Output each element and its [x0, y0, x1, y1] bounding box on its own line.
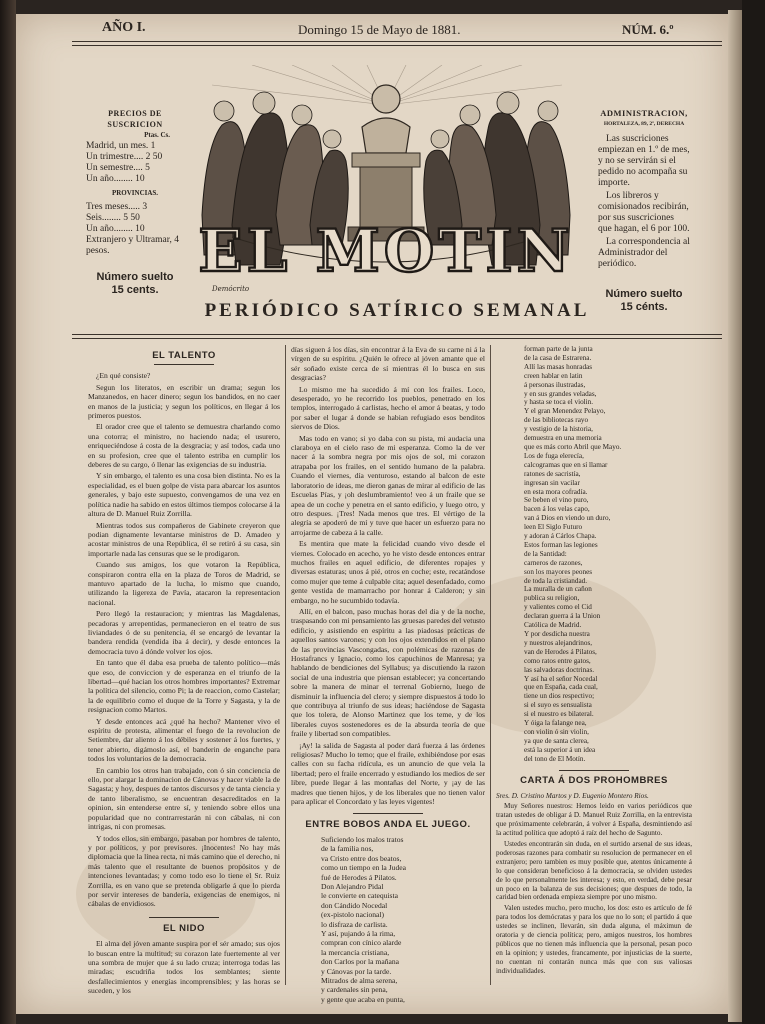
verse-line: de la casa de Estrarena.: [524, 353, 592, 362]
verse-line: como un tiempo en la Judea: [321, 863, 406, 873]
masthead-illustration: [192, 65, 580, 297]
price-row: Seis........ 5 50: [86, 213, 140, 223]
admin-note: La correspondencia al Administrador del periódico.: [598, 237, 690, 269]
verse-line: y adoran á Cárlos Chapa.: [524, 532, 597, 541]
book-spine: [0, 0, 16, 1024]
price-row: Tres meses..... 3: [86, 202, 148, 212]
poem: [291, 835, 485, 1004]
verse-line: Allí las masas honradas: [524, 362, 593, 371]
verse-line: de la Santidad:: [524, 549, 567, 558]
article-heading: EL NIDO: [163, 922, 205, 934]
article-paragraph: En cambio los otros han trabajado, con ó sin conciencia de ello, por alargar la dominacion de Cánovas y hacer viable la de Sagasta; y hoy, despues de tantos discursos y de tanta ciencia y de tanto liberalismo, se encuentran desacreditados en la opinion, sin entenderse entre sí, y teniendo sobre ellos una popularidad que no contrarrestarán ni con cábalas, ni con intrigas, ni con promesas.: [88, 765, 280, 832]
verse-line: Y así, pujando á la rima,: [321, 928, 396, 938]
verse-line: compran con cínico alarde: [321, 938, 402, 948]
article-paragraph: Valen ustedes mucho, pero mucho, los dos: esto es artículo de fé para todos los demócratas y para los que no lo son; el partido á que ustedes se inclinen, llevarán, sin duda alguna, el máximun de oratoria y de ciencia política; pero, amigos nuestros, los hombres públicos que no tienen más influencia que la personal, pesan poco en la opinion; y ustedes, francamente, por injusticias de la suerte, no cuentan ni contarán nunca más que con sus valiosas individualidades.: [496, 904, 692, 975]
verse-line: Estos forman las legiones: [524, 540, 598, 549]
verse-line: y cardenales sin pena,: [321, 985, 388, 995]
verse-line: y valientes como el Cid: [524, 603, 592, 612]
verse-line: y Cánovas por la tarde.: [321, 966, 392, 976]
verse-line: creen hablar en latin: [524, 371, 583, 380]
background-strip: [742, 0, 765, 1024]
verse-line: Suficiendo los malos tratos: [321, 834, 404, 844]
verse-line: don Cándido Nocedal: [321, 900, 388, 910]
page-edge: [728, 10, 742, 1022]
column-divider: [285, 345, 286, 985]
single-number-price: 15 cents.: [111, 284, 159, 296]
verse-line: y vestigio de la historia,: [524, 425, 593, 434]
verse-line: don Carlos por la mañana: [321, 957, 400, 967]
price-row: Un año........ 10: [86, 224, 145, 234]
article-paragraph: Ustedes encontrarán sin duda, en el surtido arsenal de sus ideas, poderosas razones para combatir su resolucion de permanecer en el extranjero; pero tambien es muy posible que, atentos únicamente á lo que consideran beneficioso á la democracia, se olviden ustedes de lo que personalmente les interesa; y esto, en verdad, debe pesar un poco en la balanza de sus decisiones; que despues de todo, la caridad bien ordenada empieza siempre por uno mismo.: [496, 840, 692, 902]
verse-line: que es más corto Abril que Mayo.: [524, 442, 622, 451]
article-paragraph: El orador cree que el talento se demuestra charlando como una cotorra; el ministro, no haciendo nada; el usurero, enriqueciéndose á costa de la desgracia; y así todos, cada uno en su profesion, cree que el talento estriba en cumplir los deberes de su cargo, ó llenar las exigencias de su industria.: [88, 422, 280, 470]
article-paragraph: Cuando sus amigos, los que votaron la República, conspiraron contra ella en la plaza de Toros de Madrid, se mantuvo apartado de la lucha, lo mismo que cuando, utilizando la ligereza de Pavía, atacaron la representacion nacional.: [88, 560, 280, 607]
verse-line: y nuestros alejandrinos,: [524, 638, 593, 647]
verse-line: las salvadoras doctrinas.: [524, 665, 595, 674]
verse-line: Y óiga la falange nea,: [524, 719, 587, 728]
article-paragraph: Mas todo en vano; si yo daba con su pista, mi audacia una claraboya en el cielo raso de mi esperanza. Como la de ver nacer á la sombra negra por mis ojos de sol, mi corazon atrapaba por los frailes, en el sentido humano de la palabra. Cuando el viernes, día venturoso, estando al balcon de este laboratorio de ideas, me dieron ganas de mirar al edificio de las Escuelas Pías, y ¡oh deslumbramiento! veo á un fraile que se apea de un coche y penetra en el santo edificio, y luego otro, y otro despues. ¡Tres! Nada menos que tres. El vértigo de la alegría se apoderó de mí y tuve que hacer un esfuerzo para no arrojarme de cabeza á la calle.: [291, 433, 485, 537]
section-rule: [149, 917, 219, 918]
price-madrid: Madrid, un mes. 1: [86, 141, 156, 151]
verse-line: ingresan sin vacilar: [524, 478, 580, 487]
verse-line: está la superior á un idea: [524, 745, 596, 754]
column-2: [291, 345, 485, 1004]
verse-line: Mitrados de alma serena,: [321, 976, 398, 985]
price-row: Un trimestre.... 2 50: [86, 152, 163, 162]
provinces-title: PROVINCIAS.: [111, 189, 159, 197]
issue-date: Domingo 15 de Mayo de 1881.: [298, 22, 461, 37]
admin-note: Los libreros y comisionados recibirán, por sus suscriciones que hagan, el 6 por 100.: [598, 191, 690, 234]
price-row: Extranjero y Ultramar, 4 pesos.: [86, 235, 180, 256]
single-number-label: Número suelto: [96, 271, 174, 283]
verse-line: calcogramas que en sí llamar: [524, 460, 608, 469]
admin-title: ADMINISTRACION,: [600, 108, 688, 118]
article-paragraph: Lo mismo me ha sucedido á mí con los frailes. Loco, desesperado, yo he recorrido los pueblos, penetrado en los templos, interrogado á carlistas, hecho el amor á beatas, y todo por saber el lugar á donde se habian refugiado esos benditos siervos de Dios.: [291, 384, 485, 432]
verse-line: son los mayores peones: [524, 567, 593, 576]
article-paragraph: El alma del jóven amante suspira por el sér amado; sus ojos lo buscan entre la multitud; su corazon late fuertemente al ver una sombra de mujer que á su lado cruza; interroga todas las miradas; escudriña todos los semblantes; siente desfallecimientos y energías incomprensibles; y las horas se suceden, y los: [88, 939, 280, 996]
admin-address: HORTALEZA, 89, 2º, DERECHA: [603, 121, 685, 127]
section-rule: [559, 770, 629, 771]
verse-line: publica su religion,: [524, 594, 580, 603]
verse-line: demuestra en una memoria: [524, 434, 602, 443]
article-paragraph: Allí, en el balcon, paso muchas horas del dia y de la noche, traspasando con mi pensamiento las gruesas paredes del vetusto edificio, y asistiendo en espíritu a las piadosas prácticas de aquellos santos varones; y con los ojos extendidos en el plano de las provincias Vascongadas, con polémicas de razonas de Hostafrancs y Ignacio, como los capuchinos de Manresa; ya hablando de bendiciones del Syllabus; ya discutiendo la razon social de una industria que piensan establecer; ya concertando sobre la manera de minar el terrenal Gobierno, luego de disminuir la influencia del clero; y siempre dispuestos á todo lo que contribuya al triunfo de sus ideas; haciéndose de Sagasta que los tolera, de Alonso Martinez que los teme, y de los liberales cuyos sostenedores es de la absurda teoría de que fraile y libertad son compatibles.: [291, 606, 486, 739]
price-row: Un año........ 10: [86, 174, 145, 184]
verse-line: y en sus grandes veladas,: [524, 389, 597, 398]
verse-line: declaran guerra á la Union: [524, 612, 601, 621]
verse-line: ratones de sacristía,: [524, 469, 581, 478]
subtitle-rule: [72, 334, 722, 335]
verse-line: fué de Herodes á Pilatos.: [321, 872, 397, 882]
article-paragraph: ¡Ay! la salida de Sagasta al poder dará fuerza á las órdenes religiosas? Mucho lo temo; que el fraile, exhibiéndose por esas calles con su facha ridícula, es un anuncio de que vela la libertad; pero el fraile encerrado y estudiando los medios de ser libre, puede llegar á las montañas del Norte, y ¡ay de las madres que tienen hijos, y de los liberales que no tienen valor para aplicar el Concordato y las leyes vigentes!: [291, 740, 485, 807]
header-rule: [72, 41, 722, 42]
verse-line: le convierte en catequista: [321, 891, 398, 901]
article-paragraph: Pero llegó la restauracion; y mientras las Magdalenas, pecadoras y arrepentidas, permanecieron en el teatro de sus liviandades ó de su penitencia, él se encargó de levantar la bandera rendida (vendida iba á decir), y desde entonces la democracia tuvo á dónde volver los ojos.: [88, 609, 280, 656]
verse-line: como ratos entre gatos,: [524, 656, 591, 665]
verse-line: lo disfraza de carlista.: [321, 919, 388, 929]
verse-line: Y por desdicha nuestra: [524, 630, 590, 638]
prices-box: [86, 108, 184, 297]
issue-number: NÚM. 6.º: [622, 22, 674, 37]
subtitle: PERIÓDICO SATÍRICO SEMANAL: [204, 300, 590, 321]
verse-line: de la familia nos,: [321, 844, 374, 854]
verse-line: leen El Siglo Futuro: [524, 523, 583, 532]
verse-line: de toda la cristiandad.: [524, 576, 588, 585]
column-3: [496, 345, 692, 978]
single-number-label: Número suelto: [605, 288, 683, 300]
admin-note: Las suscriciones empiezan en 1.º de mes, y no se servirán si el pedido no acompaña su importe.: [598, 134, 690, 188]
verse-line: Católica de Madrid.: [524, 621, 582, 630]
verse-line: bacen á los velas capo,: [524, 505, 590, 514]
verse-line: ya que de santa clerea,: [524, 736, 589, 745]
admin-box: [598, 108, 690, 314]
article-paragraph: Es mentira que mate la felicidad cuando vivo desde el viernes. Colocado en acecho, yo he visto desde entonces entrar muchos frailes en aquel edificio, de diferentes ropajes y diversas estaturas; unos á pié, otros en coche; este, recatándose como mujer que teme á culpable cita; aquel desenfadado, como gente vestida de mamarracho por honrar á Calderon; y sin embargo, no he sucumbido todavía.: [291, 539, 485, 605]
verse-line: Se beben el vino puro,: [524, 496, 589, 505]
letter-dedication: Sres. D. Cristino Martos y D. Eugenio Montero Rios.: [496, 791, 649, 800]
verse-line: La muralla de un cañon: [524, 585, 592, 594]
verse-line: si el suyo es sensualista: [524, 701, 592, 710]
article-heading: EL TALENTO: [152, 350, 216, 361]
verse-line: Y el gran Menendez Pelayo,: [524, 407, 606, 416]
prices-units: Ptas. Cs.: [144, 131, 170, 139]
heading-rule: [154, 364, 214, 365]
verse-line: del tono de El Motín.: [524, 754, 586, 763]
column-1: [88, 345, 280, 998]
column-divider: [490, 345, 491, 985]
verse-line: Don Alejandro Pidal: [321, 881, 384, 891]
year-label: AÑO I.: [102, 20, 146, 35]
verse-line: forman parte de la junta: [524, 345, 593, 353]
verse-line: en esta mora cofradía.: [524, 487, 588, 496]
article-paragraph: Segun los literatos, en escribir un drama; segun los Manzanedos, en hacer dinero; segun los bandidos, en no caer en manos de la justicia; y segun los políticos, en llegar á los primeros puestos.: [88, 382, 280, 421]
subtitle-rule: [72, 338, 722, 339]
section-rule: [353, 813, 423, 814]
verse-line: tiene un dios respectivo;: [524, 692, 595, 701]
article-paragraph: Y desde entonces acá ¿qué ha hecho? Mantener vivo el espíritu de protesta, alimentar el fuego de la revolucion de Setiembre, dar aliento á los débiles y sostener á los fuertes, y tener abierto, digámoslo así, el banderin de enganche para todos los voluntarios de la democracia.: [88, 716, 280, 764]
verse-line: Y así ha el señor Nocedal: [524, 674, 598, 683]
header-rule: [72, 45, 722, 46]
masthead-title: EL MOTIN: [198, 217, 574, 285]
verse-line: que en España, cada cual,: [524, 683, 598, 692]
verse-line: van de Herodes á Pilatos,: [524, 647, 597, 656]
article-paragraph: Muy Señores nuestros: Hemos leido en varios periódicos que tratan ustedes de obligar á D. Manuel Ruiz Zorrilla, en la entrevista que próximamente celebrarán, á volver á España, desmintiendo así la actitud política que adoptó á raíz del hecho de Sagunto.: [496, 802, 692, 838]
verse-line: con violin ó sin violin,: [524, 727, 589, 736]
article-paragraph: ¿En qué consiste?: [96, 371, 151, 381]
article-paragraph: En tanto que él daba esa prueba de talento político—más que eso, de conviccion y de esperanza en el triunfo de la libertad—qué hacian los otros hombres importantes? Extremar la política del silencio, como Pi; la de reaccion, como Castelar; la de equilibrio como el duque de la Torre y Sagasta, y la de resignacion como Martos.: [88, 658, 280, 715]
single-number-price: 15 cénts.: [620, 301, 668, 313]
verse-line: (ex-pistolo nacional): [321, 910, 385, 920]
verse-line: y gente que acaba en punta,: [321, 994, 405, 1004]
verse-line: Los de fuga elerecía,: [524, 451, 584, 460]
article-paragraph: Mientras todos sus compañeros de Gabinete creyeron que podian dignamente levantarse ministros de D. Amadeo y acostar ministros de una República, él se retiró á su casa, sin importarle nada las censuras que se le prodigaron.: [88, 520, 280, 558]
verse-line: van á Dios en viendo un duro,: [524, 514, 611, 523]
article-paragraph: días siguen á los días, sin encontrar á la Eva de su carne ni á la vírgen de su espíritu. ¿Quién le ofrece al jóven amante que el sér soñado existe cerca de sí mientras él lo busca en sus desgracias?: [291, 345, 485, 383]
verse-line: si el nuestro es bilateral.: [524, 710, 594, 719]
verse-line: la mercancía cristiana,: [321, 947, 390, 957]
price-row: Un semestre.... 5: [86, 163, 150, 173]
verse-line: á personas ilustradas,: [524, 380, 586, 389]
article-heading: ENTRE BOBOS ANDA EL JUEGO.: [305, 818, 471, 830]
poem: [496, 345, 692, 764]
article-heading: CARTA Á DOS PROHOMBRES: [520, 774, 668, 786]
verse-line: de las bibliotecas rayo: [524, 416, 589, 425]
artist-signature: Demócrito: [212, 285, 250, 293]
article-paragraph: Y todos ellos, sin embargo, pasaban por hombres de talento, y por políticos, y por previsores. ¡Inocentes! No hay más diplomacia que la línea recta, ni más camino que el derecho, ni más talento que el resultante de buenos propósitos y de intenciones levantadas; y como todo eso lo tiene el Sr. Ruiz Zorrilla, es en vano que se pretenda obligarle á que lo pierda por servir intereses de bandería, exigencias de enemigos, ni cábalas de envidiosos.: [88, 833, 280, 909]
article-paragraph: Y sin embargo, el talento es una cosa bien distinta. No es la especialidad, es el buen golpe de vista para abarcar los asuntos generales, y bajo este supuesto, convengamos de una vez en política nadie ha sabido en estos últimos tiempos colocarse á la altura de D. Manuel Ruiz Zorrilla.: [88, 471, 280, 519]
verse-line: y hasta se toca el violin.: [524, 398, 594, 407]
verse-line: carneros de razones,: [524, 558, 583, 567]
prices-title: PRECIOS DE SUSCRICION: [107, 109, 163, 129]
single-number-left: [86, 271, 184, 297]
masthead-drawing: [192, 65, 580, 297]
verse-line: va Cristo entre dos beatos,: [321, 853, 402, 863]
